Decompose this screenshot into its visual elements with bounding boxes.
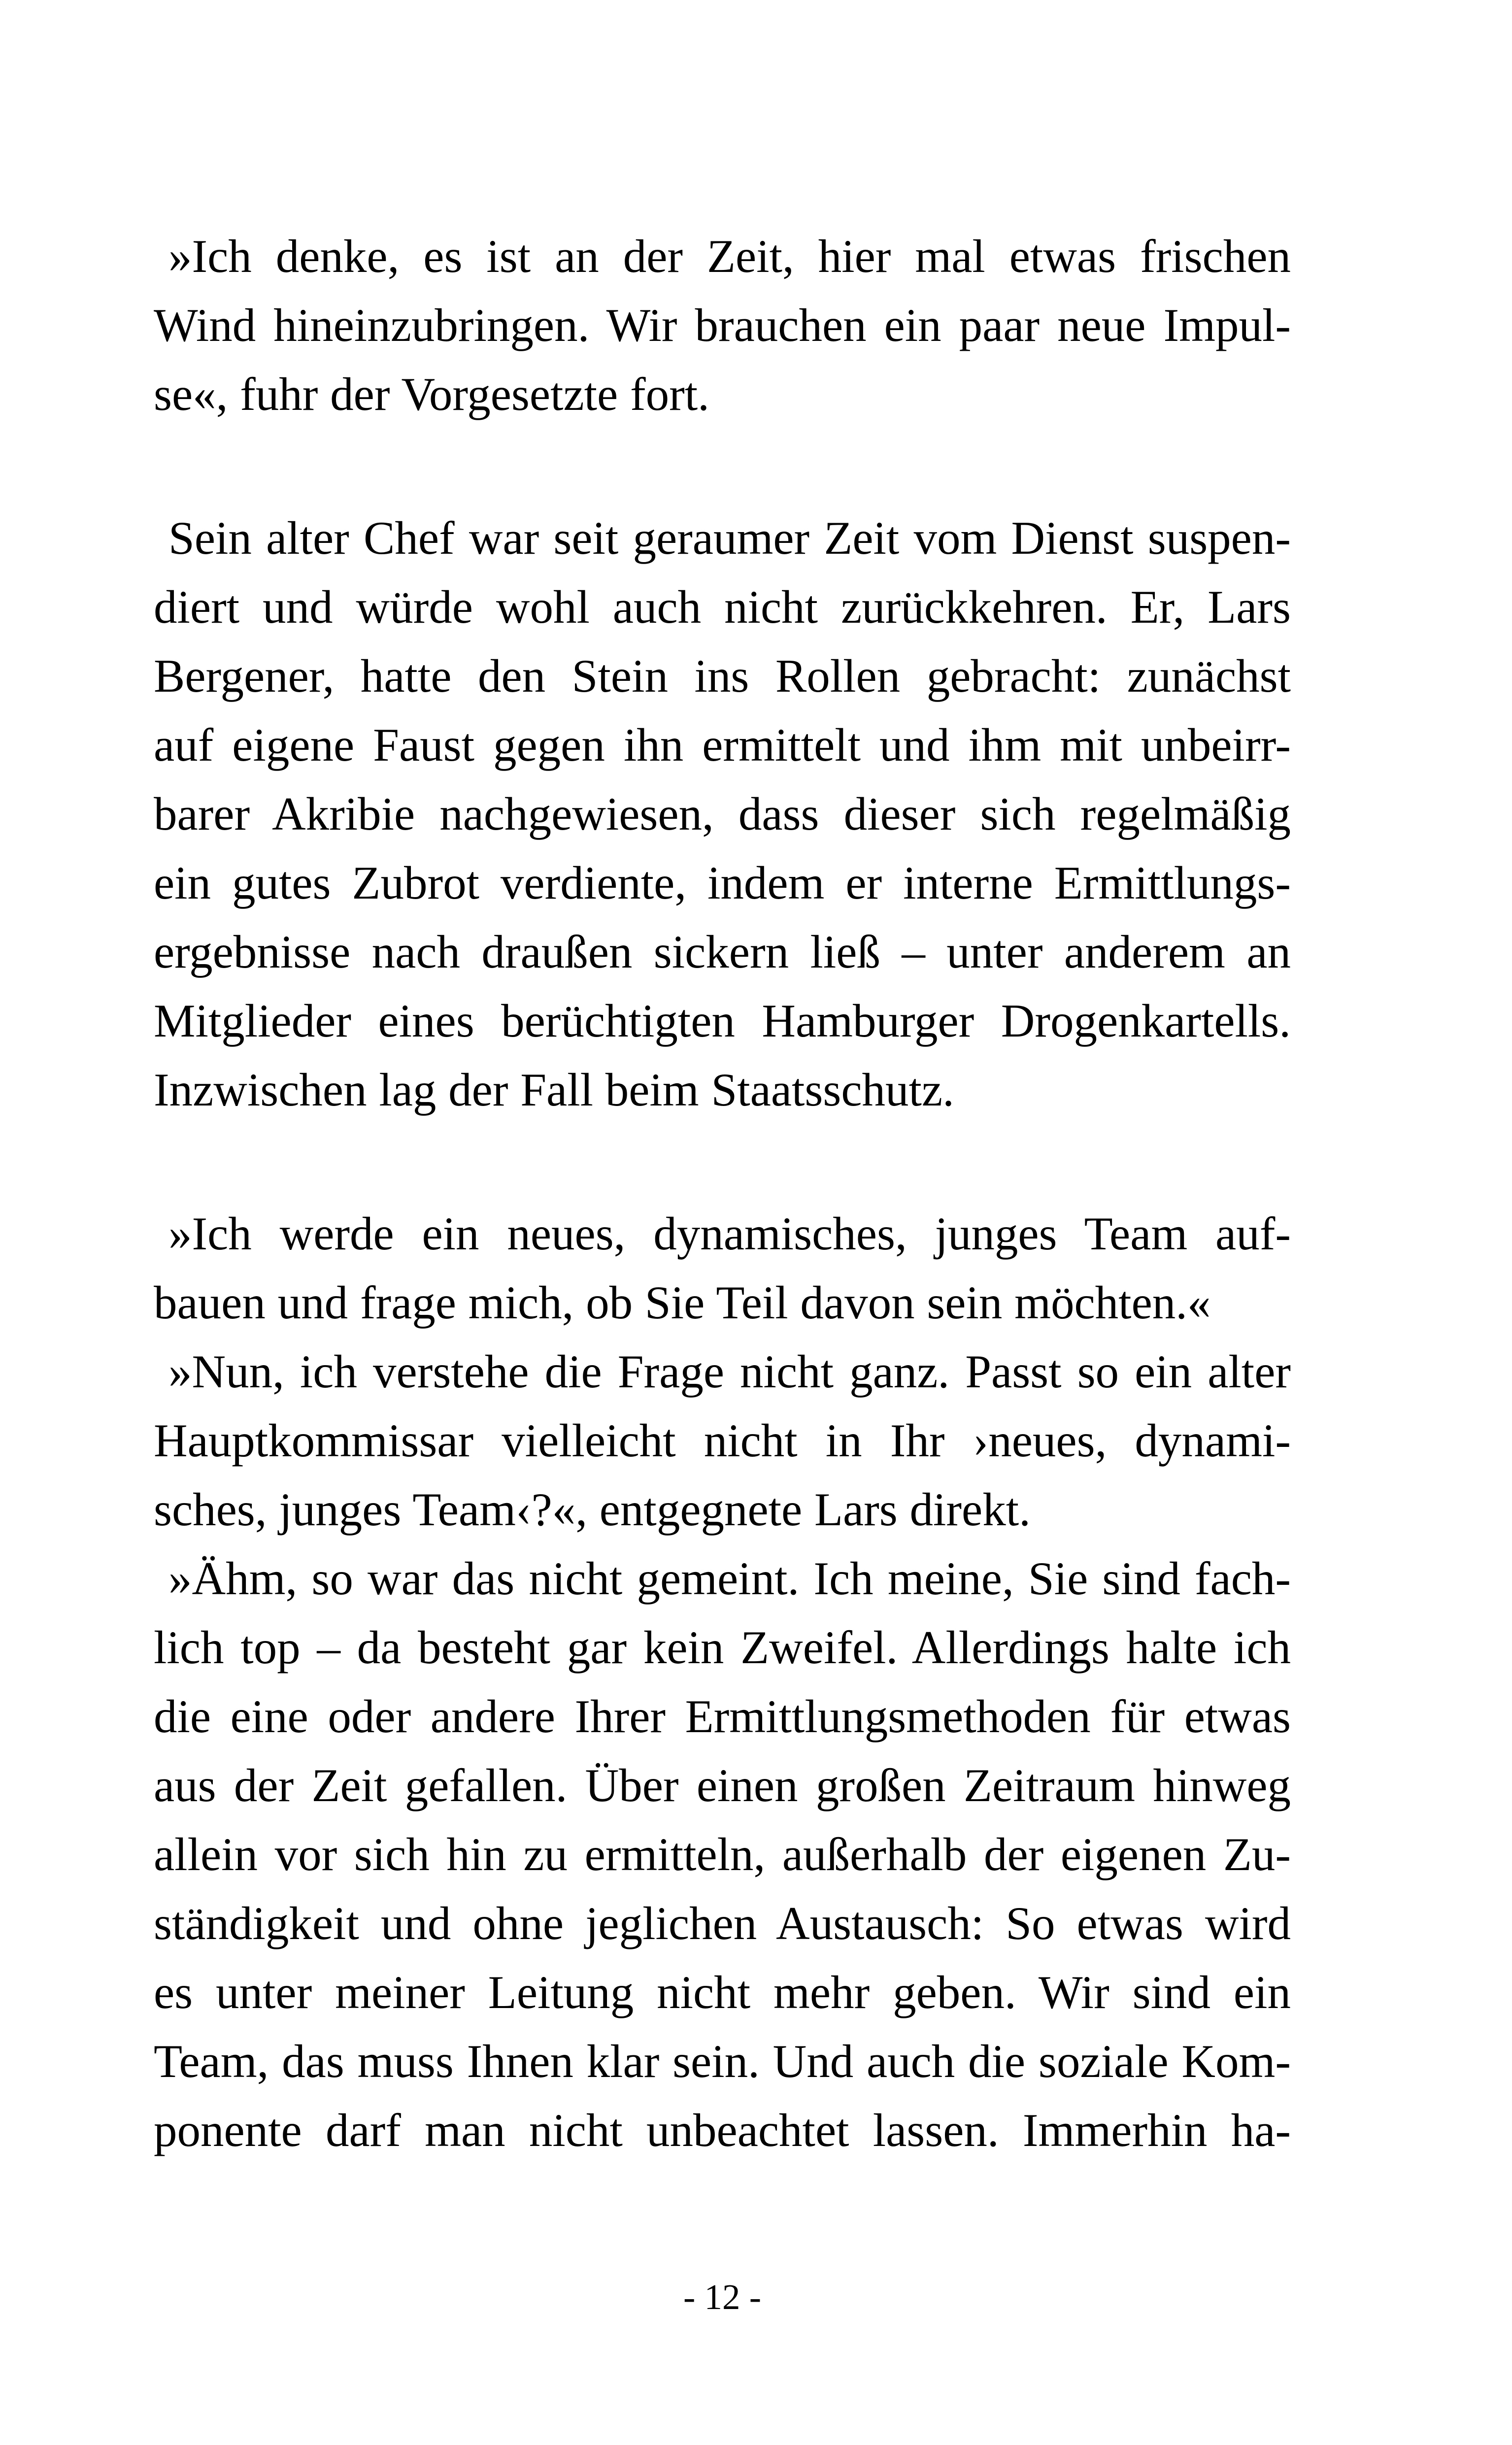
text-line: »Ähm, so war das nicht gemeint. Ich meine, Sie sind fach- [168, 1552, 1291, 1605]
paragraph [154, 222, 1291, 429]
paragraph [154, 1199, 1291, 1337]
text-line: ständigkeit und ohne jeglichen Austausch: So etwas wird [154, 1897, 1291, 1949]
text-line: auf eigene Faust gegen ihn ermittelt und ihm mit unbeirr- [154, 719, 1291, 771]
page-text [154, 222, 1291, 2165]
text-line: Wind hineinzubringen. Wir brauchen ein paar neue Impul- [154, 299, 1291, 351]
text-line: Mitglieder eines berüchtigten Hamburger Drogenkartells. [154, 995, 1291, 1047]
text-line: »Ich werde ein neues, dynamisches, junges Team auf- [168, 1207, 1291, 1260]
text-line: Bergener, hatte den Stein ins Rollen gebracht: zunächst [154, 650, 1291, 702]
text-line: die eine oder andere Ihrer Ermittlungsmethoden für etwas [154, 1690, 1291, 1742]
text-line: se«, fuhr der Vorgesetzte fort. [154, 368, 709, 420]
text-line: Inzwischen lag der Fall beim Staatsschutz. [154, 1064, 954, 1116]
text-line: diert und würde wohl auch nicht zurückkehren. Er, Lars [154, 581, 1291, 633]
text-line: Hauptkommissar vielleicht nicht in Ihr ›neues, dynami- [154, 1414, 1291, 1467]
paragraph [154, 1544, 1291, 2165]
text-line: es unter meiner Leitung nicht mehr geben. Wir sind ein [154, 1966, 1291, 2018]
text-line: ponente darf man nicht unbeachtet lassen. Immerhin ha- [154, 2104, 1291, 2156]
text-line: barer Akribie nachgewiesen, dass dieser sich regelmäßig [154, 788, 1291, 840]
text-line: Team, das muss Ihnen klar sein. Und auch die soziale Kom- [154, 2035, 1291, 2087]
text-line: »Nun, ich verstehe die Frage nicht ganz. Passt so ein alter [168, 1345, 1291, 1398]
text-line: sches, junges Team‹?«, entgegnete Lars direkt. [154, 1483, 1031, 1536]
text-line: allein vor sich hin zu ermitteln, außerhalb der eigenen Zu- [154, 1828, 1291, 1880]
page-number: - 12 - [683, 2277, 762, 2317]
text-line: lich top – da besteht gar kein Zweifel. Allerdings halte ich [154, 1621, 1291, 1674]
text-line: »Ich denke, es ist an der Zeit, hier mal etwas frischen [168, 230, 1291, 282]
text-line: Sein alter Chef war seit geraumer Zeit vom Dienst suspen- [168, 512, 1291, 564]
paragraph [154, 1337, 1291, 1544]
text-line: ergebnisse nach draußen sickern ließ – unter anderem an [154, 926, 1291, 978]
paragraph [154, 503, 1291, 1124]
text-line: ein gutes Zubrot verdiente, indem er interne Ermittlungs- [154, 857, 1291, 909]
text-line: aus der Zeit gefallen. Über einen großen Zeitraum hinweg [154, 1759, 1291, 1811]
text-line: bauen und frage mich, ob Sie Teil davon sein möchten.« [154, 1276, 1211, 1329]
